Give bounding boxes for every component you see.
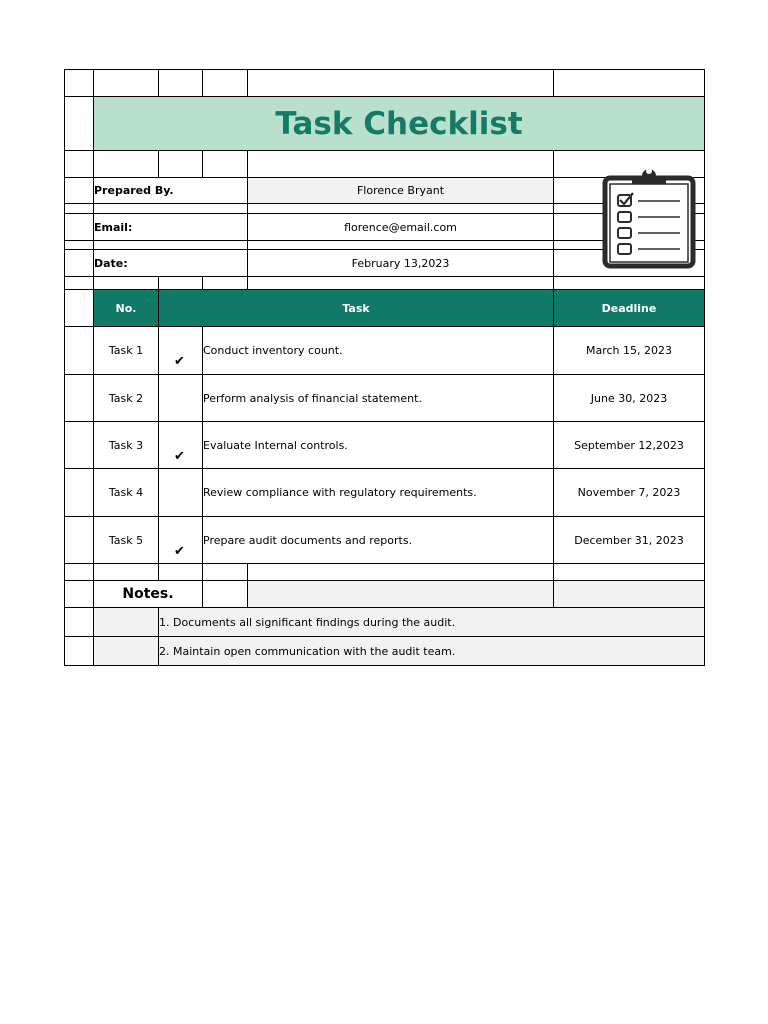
cell: [64, 150, 94, 178]
cell: [64, 374, 94, 422]
column-header-task: Task: [158, 289, 554, 327]
cell: [158, 150, 203, 178]
page-title: Task Checklist: [93, 96, 705, 151]
prepared-by-label: Prepared By.: [93, 177, 248, 204]
task-number: Task 3: [93, 421, 159, 469]
cell: [93, 276, 159, 290]
cell: [64, 69, 94, 97]
cell: [64, 96, 94, 151]
cell: [158, 69, 203, 97]
cell: [553, 563, 705, 581]
task-description[interactable]: Evaluate Internal controls.: [202, 421, 554, 469]
cell: [158, 563, 203, 581]
checkmark-icon: ✔: [174, 449, 185, 464]
email-value[interactable]: florence@email.com: [247, 213, 554, 241]
cell: [64, 289, 94, 327]
checkmark-icon: ✔: [174, 354, 185, 369]
cell: [64, 213, 94, 241]
cell: [64, 326, 94, 375]
cell: [247, 150, 554, 178]
task-number: Task 5: [93, 516, 159, 564]
task-checkbox[interactable]: [158, 516, 203, 564]
cell: [64, 636, 94, 666]
cell: [64, 580, 94, 608]
email-label: Email:: [93, 213, 248, 241]
cell: [93, 69, 159, 97]
notes-title: Notes.: [93, 580, 203, 608]
cell: [553, 69, 705, 97]
task-description[interactable]: Prepare audit documents and reports.: [202, 516, 554, 564]
task-description[interactable]: Perform analysis of financial statement.: [202, 374, 554, 422]
cell: [93, 563, 159, 581]
task-description[interactable]: Conduct inventory count.: [202, 326, 554, 375]
cell: [247, 563, 554, 581]
cell: [202, 69, 248, 97]
cell: [93, 607, 159, 637]
date-label: Date:: [93, 249, 248, 277]
clipboard-checklist-icon: [602, 162, 698, 274]
cell: [64, 468, 94, 517]
cell: [64, 421, 94, 469]
date-value[interactable]: February 13,2023: [247, 249, 554, 277]
task-deadline[interactable]: September 12,2023: [553, 421, 705, 469]
task-deadline[interactable]: December 31, 2023: [553, 516, 705, 564]
cell: [202, 580, 248, 608]
prepared-by-value[interactable]: Florence Bryant: [247, 177, 554, 204]
cell: [202, 150, 248, 178]
task-number: Task 4: [93, 468, 159, 517]
task-deadline[interactable]: November 7, 2023: [553, 468, 705, 517]
task-deadline[interactable]: March 15, 2023: [553, 326, 705, 375]
cell: [247, 580, 554, 608]
cell: [202, 563, 248, 581]
cell: [64, 607, 94, 637]
cell: [158, 276, 203, 290]
task-checklist-sheet: [64, 69, 705, 666]
cell: [93, 636, 159, 666]
cell: [247, 276, 554, 290]
note-item[interactable]: 1. Documents all significant findings during the audit.: [158, 607, 705, 637]
cell: [64, 563, 94, 581]
column-header-deadline: Deadline: [553, 289, 705, 327]
task-checkbox[interactable]: [158, 468, 203, 517]
checkmark-icon: ✔: [174, 544, 185, 559]
cell: [553, 276, 705, 290]
task-checkbox[interactable]: [158, 326, 203, 375]
task-checkbox[interactable]: [158, 421, 203, 469]
cell: [202, 276, 248, 290]
note-item[interactable]: 2. Maintain open communication with the audit team.: [158, 636, 705, 666]
column-header-no: No.: [93, 289, 159, 327]
task-description[interactable]: Review compliance with regulatory requirements.: [202, 468, 554, 517]
cell: [64, 516, 94, 564]
task-number: Task 1: [93, 326, 159, 375]
task-number: Task 2: [93, 374, 159, 422]
cell: [93, 150, 159, 178]
cell: [64, 249, 94, 277]
cell: [64, 177, 94, 204]
task-deadline[interactable]: June 30, 2023: [553, 374, 705, 422]
task-checkbox[interactable]: [158, 374, 203, 422]
cell: [247, 69, 554, 97]
cell: [64, 276, 94, 290]
cell: [553, 580, 705, 608]
